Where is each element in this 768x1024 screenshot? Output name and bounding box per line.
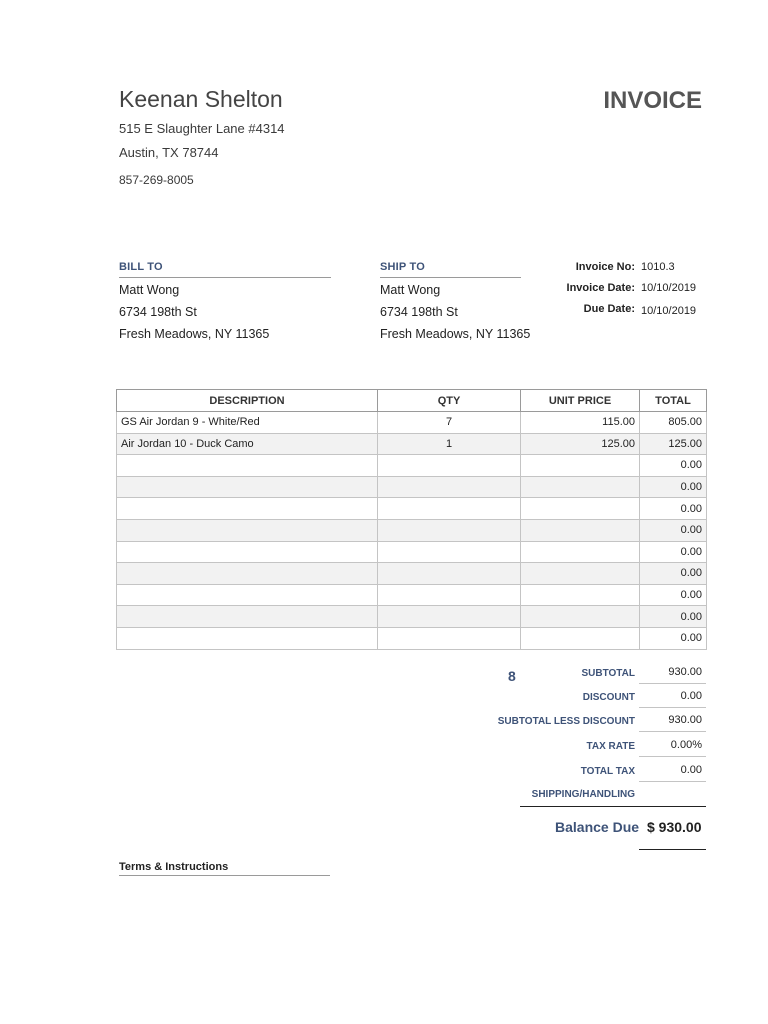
item-description bbox=[117, 606, 378, 628]
item-qty bbox=[378, 476, 521, 498]
item-qty bbox=[378, 455, 521, 477]
item-description bbox=[117, 519, 378, 541]
ship-to-city: Fresh Meadows, NY 11365 bbox=[380, 327, 531, 341]
item-description bbox=[117, 476, 378, 498]
item-unit-price: 125.00 bbox=[521, 433, 640, 455]
total-tax-row bbox=[420, 759, 706, 783]
subtotal-value: 930.00 bbox=[639, 661, 706, 684]
sender-address-line1: 515 E Slaughter Lane #4314 bbox=[119, 121, 285, 136]
balance-due-label: Balance Due bbox=[555, 819, 640, 835]
ship-to-name: Matt Wong bbox=[380, 283, 441, 297]
due-date-row bbox=[520, 303, 700, 317]
tax-rate-row bbox=[420, 734, 706, 758]
item-total: 0.00 bbox=[640, 627, 707, 649]
item-total: 125.00 bbox=[640, 433, 707, 455]
item-total: 0.00 bbox=[640, 498, 707, 520]
invoice-date-label: Invoice Date: bbox=[566, 282, 635, 294]
item-description bbox=[117, 563, 378, 585]
qty-total: 8 bbox=[508, 668, 516, 684]
subtotal-less-discount-value: 930.00 bbox=[639, 709, 706, 732]
due-date-value: 10/10/2019 bbox=[641, 305, 697, 317]
shipping-value bbox=[639, 782, 706, 805]
item-unit-price bbox=[521, 627, 640, 649]
balance-due-value: $ 930.00 bbox=[647, 819, 702, 835]
item-description: GS Air Jordan 9 - White/Red bbox=[117, 412, 378, 434]
item-qty bbox=[378, 584, 521, 606]
invoice-number-label: Invoice No: bbox=[575, 261, 635, 273]
table-row bbox=[117, 433, 707, 455]
item-total: 805.00 bbox=[640, 412, 707, 434]
invoice-date-row bbox=[520, 282, 700, 296]
invoice-number-row bbox=[520, 261, 700, 275]
item-unit-price bbox=[521, 476, 640, 498]
discount-value: 0.00 bbox=[639, 685, 706, 708]
item-qty: 1 bbox=[378, 433, 521, 455]
discount-label: DISCOUNT bbox=[582, 692, 635, 703]
item-description: Air Jordan 10 - Duck Camo bbox=[117, 433, 378, 455]
item-qty: 7 bbox=[378, 412, 521, 434]
header-unit-price: UNIT PRICE bbox=[521, 390, 640, 412]
header-description: DESCRIPTION bbox=[117, 390, 378, 412]
subtotal-row bbox=[420, 661, 706, 685]
item-total: 0.00 bbox=[640, 476, 707, 498]
subtotal-less-discount-row bbox=[420, 709, 706, 733]
item-unit-price bbox=[521, 584, 640, 606]
item-unit-price bbox=[521, 455, 640, 477]
table-row bbox=[117, 498, 707, 520]
table-row bbox=[117, 519, 707, 541]
subtotal-less-discount-label: SUBTOTAL LESS DISCOUNT bbox=[497, 716, 635, 727]
table-row bbox=[117, 541, 707, 563]
discount-row bbox=[420, 685, 706, 709]
item-qty bbox=[378, 519, 521, 541]
item-total: 0.00 bbox=[640, 563, 707, 585]
item-unit-price bbox=[521, 606, 640, 628]
bill-to-block bbox=[119, 261, 331, 345]
ship-to-heading: SHIP TO bbox=[380, 261, 521, 278]
table-row bbox=[117, 606, 707, 628]
shipping-divider bbox=[520, 806, 706, 807]
sender-phone: 857-269-8005 bbox=[119, 173, 194, 187]
tax-rate-value: 0.00% bbox=[639, 734, 706, 757]
item-unit-price: 115.00 bbox=[521, 412, 640, 434]
total-tax-label: TOTAL TAX bbox=[580, 766, 635, 777]
shipping-row bbox=[420, 782, 706, 806]
table-row bbox=[117, 563, 707, 585]
item-qty bbox=[378, 541, 521, 563]
ship-to-street: 6734 198th St bbox=[380, 305, 458, 319]
balance-underline bbox=[639, 849, 706, 850]
subtotal-label: SUBTOTAL bbox=[581, 668, 635, 679]
item-total: 0.00 bbox=[640, 541, 707, 563]
table-row bbox=[117, 455, 707, 477]
bill-to-name: Matt Wong bbox=[119, 283, 180, 297]
terms-heading: Terms & Instructions bbox=[119, 861, 330, 876]
item-total: 0.00 bbox=[640, 519, 707, 541]
tax-rate-label: TAX RATE bbox=[586, 741, 635, 752]
sender-address-line2: Austin, TX 78744 bbox=[119, 145, 219, 160]
table-row bbox=[117, 584, 707, 606]
table-row bbox=[117, 476, 707, 498]
item-qty bbox=[378, 563, 521, 585]
item-description bbox=[117, 541, 378, 563]
item-unit-price bbox=[521, 498, 640, 520]
invoice-number-value: 1010.3 bbox=[641, 261, 675, 273]
item-description bbox=[117, 498, 378, 520]
bill-to-heading: BILL TO bbox=[119, 261, 331, 278]
bill-to-city: Fresh Meadows, NY 11365 bbox=[119, 327, 270, 341]
table-header-row bbox=[117, 390, 707, 412]
item-qty bbox=[378, 627, 521, 649]
invoice-title: INVOICE bbox=[603, 87, 702, 114]
header-total: TOTAL bbox=[640, 390, 707, 412]
shipping-label: SHIPPING/HANDLING bbox=[531, 789, 635, 800]
item-qty bbox=[378, 498, 521, 520]
sender-name: Keenan Shelton bbox=[119, 86, 283, 112]
header-qty: QTY bbox=[378, 390, 521, 412]
item-total: 0.00 bbox=[640, 584, 707, 606]
item-qty bbox=[378, 606, 521, 628]
table-row bbox=[117, 412, 707, 434]
item-total: 0.00 bbox=[640, 455, 707, 477]
ship-to-block bbox=[380, 261, 531, 345]
item-unit-price bbox=[521, 519, 640, 541]
item-description bbox=[117, 455, 378, 477]
item-description bbox=[117, 627, 378, 649]
bill-to-street: 6734 198th St bbox=[119, 305, 197, 319]
table-row bbox=[117, 627, 707, 649]
line-items-table bbox=[116, 389, 707, 650]
total-tax-value: 0.00 bbox=[639, 759, 706, 782]
item-unit-price bbox=[521, 563, 640, 585]
invoice-date-value: 10/10/2019 bbox=[641, 282, 697, 294]
due-date-label: Due Date: bbox=[583, 303, 635, 315]
item-total: 0.00 bbox=[640, 606, 707, 628]
item-description bbox=[117, 584, 378, 606]
item-unit-price bbox=[521, 541, 640, 563]
